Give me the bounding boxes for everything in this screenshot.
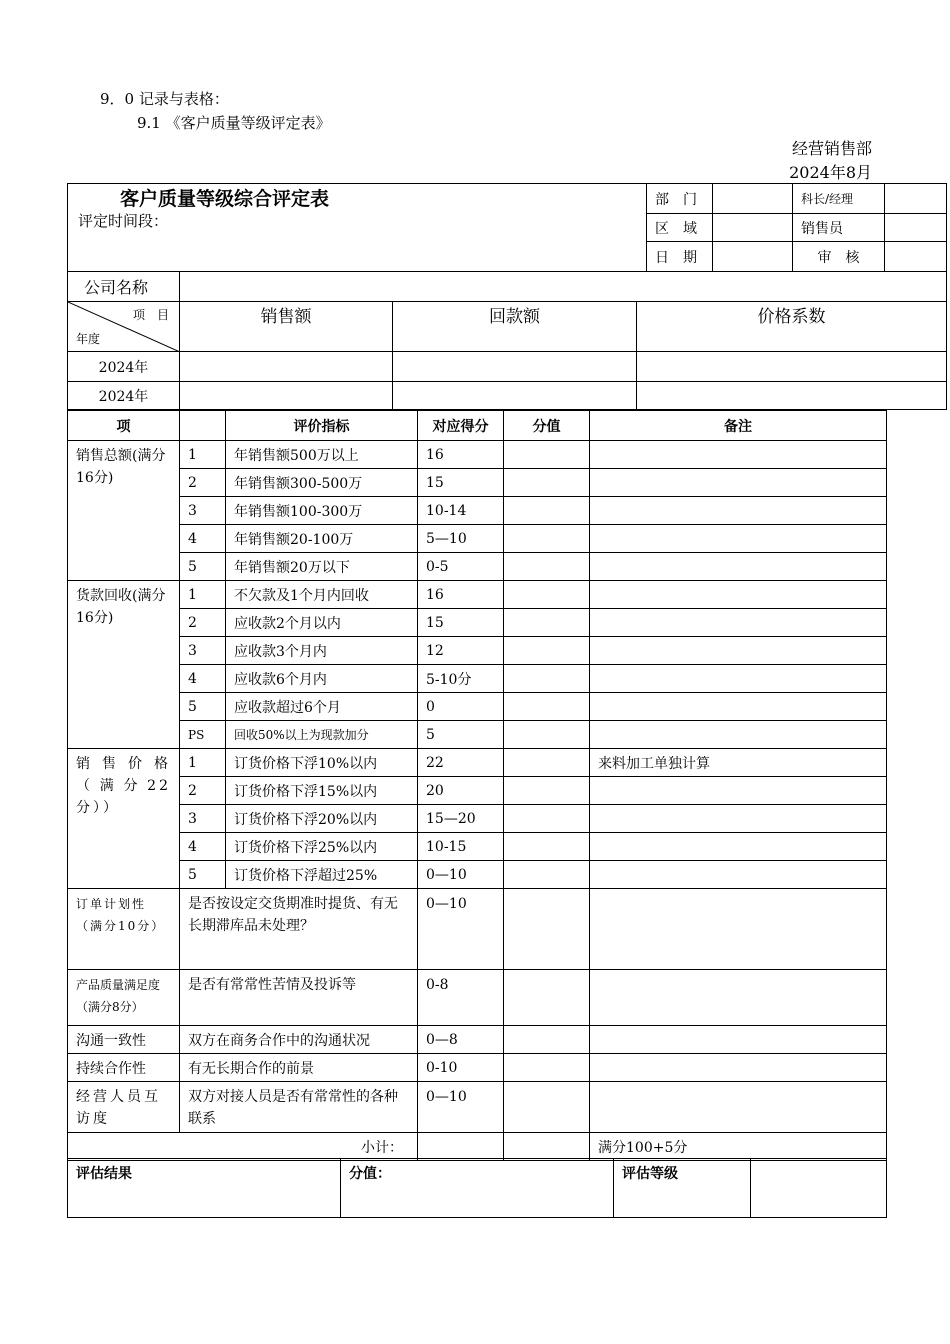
year2-payment[interactable]	[393, 382, 637, 410]
row-no: 4	[180, 665, 226, 693]
row-indicator: 年销售额500万以上	[226, 441, 418, 469]
row-indicator: 回收50%以上为现款加分	[226, 721, 418, 749]
comm-note[interactable]	[590, 1026, 887, 1054]
year1-payment[interactable]	[393, 352, 637, 382]
row-indicator: 年销售额300-500万	[226, 469, 418, 497]
review-value[interactable]	[885, 242, 947, 272]
row-indicator: 年销售额20万以下	[226, 553, 418, 581]
quality-label: 产品质量满足度（满分8分）	[68, 970, 180, 1026]
row-score: 10-15	[418, 833, 504, 861]
row-value[interactable]	[504, 609, 590, 637]
region-label: 区 域	[647, 214, 713, 242]
diagonal-header	[68, 302, 180, 352]
row-score: 15	[418, 469, 504, 497]
company-value[interactable]	[180, 272, 947, 302]
sales-label: 销售员	[793, 214, 885, 242]
row-note[interactable]	[590, 581, 887, 609]
row-score: 12	[418, 637, 504, 665]
quality-value[interactable]	[504, 970, 590, 1026]
row-score: 15—20	[418, 805, 504, 833]
row-note[interactable]	[590, 609, 887, 637]
section-heading: 9．0 记录与表格：	[100, 90, 229, 108]
quality-score: 0-8	[418, 970, 504, 1026]
row-indicator: 应收款超过6个月	[226, 693, 418, 721]
subtotal-label: 小计：	[68, 1133, 418, 1161]
row-score: 0—10	[418, 861, 504, 889]
row-note[interactable]	[590, 721, 887, 749]
row-no: 1	[180, 441, 226, 469]
row-note[interactable]	[590, 497, 887, 525]
manager-value[interactable]	[885, 184, 947, 214]
header-item: 项	[68, 411, 180, 441]
form-title: 客户质量等级综合评定表	[120, 188, 330, 210]
row-score: 16	[418, 441, 504, 469]
date-value[interactable]	[713, 242, 793, 272]
row-value[interactable]	[504, 777, 590, 805]
comm-value[interactable]	[504, 1026, 590, 1054]
row-note[interactable]	[590, 861, 887, 889]
col-payment: 回款额	[393, 302, 637, 352]
group-price: 销售价格（满分22分））	[68, 749, 180, 889]
row-note[interactable]	[590, 777, 887, 805]
row-value[interactable]	[504, 497, 590, 525]
subtotal-note: 满分100+5分	[590, 1133, 887, 1161]
row-note[interactable]	[590, 553, 887, 581]
row-indicator: 应收款6个月内	[226, 665, 418, 693]
year-row-2: 2024年	[68, 382, 180, 410]
department-name: 经营销售部	[791, 139, 872, 158]
row-note[interactable]	[590, 805, 887, 833]
order-plan-label: 订单计划性（满分10分）	[68, 889, 180, 970]
row-no: 2	[180, 469, 226, 497]
row-score: 5—10	[418, 525, 504, 553]
year1-price[interactable]	[637, 352, 947, 382]
row-note[interactable]	[590, 525, 887, 553]
row-value[interactable]	[504, 665, 590, 693]
row-note[interactable]	[590, 469, 887, 497]
row-indicator: 年销售额20-100万	[226, 525, 418, 553]
order-plan-note[interactable]	[590, 889, 887, 970]
row-score: 5	[418, 721, 504, 749]
header-value: 分值	[504, 411, 590, 441]
diag-year-label: 年度	[76, 332, 101, 346]
visit-indicator: 双方对接人员是否有常常性的各种联系	[180, 1082, 418, 1133]
region-value[interactable]	[713, 214, 793, 242]
row-no: 5	[180, 861, 226, 889]
row-indicator: 订货价格下浮15%以内	[226, 777, 418, 805]
row-value[interactable]	[504, 553, 590, 581]
row-indicator: 订货价格下浮超过25%	[226, 861, 418, 889]
sales-value[interactable]	[885, 214, 947, 242]
group-sales: 销售总额(满分16分)	[68, 441, 180, 581]
comm-label: 沟通一致性	[68, 1026, 180, 1054]
row-note[interactable]	[590, 637, 887, 665]
year-row-1: 2024年	[68, 352, 180, 382]
visit-score: 0—10	[418, 1082, 504, 1133]
col-sales: 销售额	[180, 302, 393, 352]
row-indicator: 年销售额100-300万	[226, 497, 418, 525]
review-label: 审 核	[793, 242, 885, 272]
row-indicator: 应收款3个月内	[226, 637, 418, 665]
row-note[interactable]	[590, 441, 887, 469]
order-plan-value[interactable]	[504, 889, 590, 970]
year1-sales[interactable]	[180, 352, 393, 382]
order-plan-indicator: 是否按设定交货期准时提货、有无长期滞库品未处理？	[180, 889, 418, 970]
coop-value[interactable]	[504, 1054, 590, 1082]
header-score: 对应得分	[418, 411, 504, 441]
row-value[interactable]	[504, 637, 590, 665]
row-indicator: 订货价格下浮10%以内	[226, 749, 418, 777]
row-indicator: 订货价格下浮25%以内	[226, 833, 418, 861]
document-date: 2024年8月	[789, 163, 872, 182]
row-no: 5	[180, 693, 226, 721]
coop-note[interactable]	[590, 1054, 887, 1082]
row-indicator: 不欠款及1个月内回收	[226, 581, 418, 609]
result-grade-label: 评估等级	[614, 1159, 751, 1218]
row-no: 1	[180, 749, 226, 777]
row-no: 3	[180, 497, 226, 525]
row-note[interactable]	[590, 693, 887, 721]
row-no: 5	[180, 553, 226, 581]
row-value[interactable]	[504, 805, 590, 833]
visit-value[interactable]	[504, 1082, 590, 1133]
row-value[interactable]	[504, 721, 590, 749]
row-score: 15	[418, 609, 504, 637]
order-plan-score: 0—10	[418, 889, 504, 970]
subsection-heading: 9.1 《客户质量等级评定表》	[137, 114, 331, 132]
title-cell	[68, 184, 647, 272]
row-value[interactable]	[504, 525, 590, 553]
coop-score: 0-10	[418, 1054, 504, 1082]
row-score: 10-14	[418, 497, 504, 525]
col-price: 价格系数	[637, 302, 947, 352]
year2-price[interactable]	[637, 382, 947, 410]
header-indicator: 评价指标	[226, 411, 418, 441]
row-no: 3	[180, 805, 226, 833]
subtotal-value[interactable]	[504, 1133, 590, 1161]
row-value[interactable]	[504, 441, 590, 469]
row-value[interactable]	[504, 749, 590, 777]
comm-indicator: 双方在商务合作中的沟通状况	[180, 1026, 418, 1054]
date-label: 日 期	[647, 242, 713, 272]
dept-label: 部 门	[647, 184, 713, 214]
subtotal-score[interactable]	[418, 1133, 504, 1161]
result-table	[67, 1158, 887, 1218]
row-no: 4	[180, 833, 226, 861]
row-no: 2	[180, 777, 226, 805]
header-no	[180, 411, 226, 441]
row-no: 3	[180, 637, 226, 665]
row-indicator: 订货价格下浮20%以内	[226, 805, 418, 833]
row-score: 20	[418, 777, 504, 805]
dept-value[interactable]	[713, 184, 793, 214]
period-label: 评定时间段：	[78, 212, 169, 230]
row-value[interactable]	[504, 693, 590, 721]
company-label: 公司名称	[68, 272, 180, 302]
row-value[interactable]	[504, 861, 590, 889]
result-score-label: 分值：	[341, 1159, 614, 1218]
manager-label: 科长/经理	[793, 184, 885, 214]
row-no: 1	[180, 581, 226, 609]
row-note[interactable]	[590, 833, 887, 861]
row-no: 2	[180, 609, 226, 637]
row-indicator: 应收款2个月以内	[226, 609, 418, 637]
coop-indicator: 有无长期合作的前景	[180, 1054, 418, 1082]
row-no: PS	[180, 721, 226, 749]
visit-note[interactable]	[590, 1082, 887, 1133]
row-score: 0	[418, 693, 504, 721]
header-note: 备注	[590, 411, 887, 441]
row-score: 16	[418, 581, 504, 609]
row-score: 0-5	[418, 553, 504, 581]
evaluation-table	[67, 410, 887, 1161]
quality-note[interactable]	[590, 970, 887, 1026]
row-value[interactable]	[504, 581, 590, 609]
visit-label: 经营人员互访度	[68, 1082, 180, 1133]
quality-indicator: 是否有常常性苦情及投诉等	[180, 970, 418, 1026]
comm-score: 0—8	[418, 1026, 504, 1054]
header-table	[67, 183, 947, 410]
row-value[interactable]	[504, 469, 590, 497]
diag-item-label: 项 目	[132, 308, 169, 322]
coop-label: 持续合作性	[68, 1054, 180, 1082]
row-value[interactable]	[504, 833, 590, 861]
row-note[interactable]	[590, 665, 887, 693]
group-payment: 货款回收(满分16分)	[68, 581, 180, 749]
result-grade-value[interactable]	[751, 1159, 887, 1218]
row-no: 4	[180, 525, 226, 553]
year2-sales[interactable]	[180, 382, 393, 410]
row-note: 来料加工单独计算	[590, 749, 887, 777]
result-label: 评估结果	[68, 1159, 341, 1218]
row-score: 5-10分	[418, 665, 504, 693]
row-score: 22	[418, 749, 504, 777]
